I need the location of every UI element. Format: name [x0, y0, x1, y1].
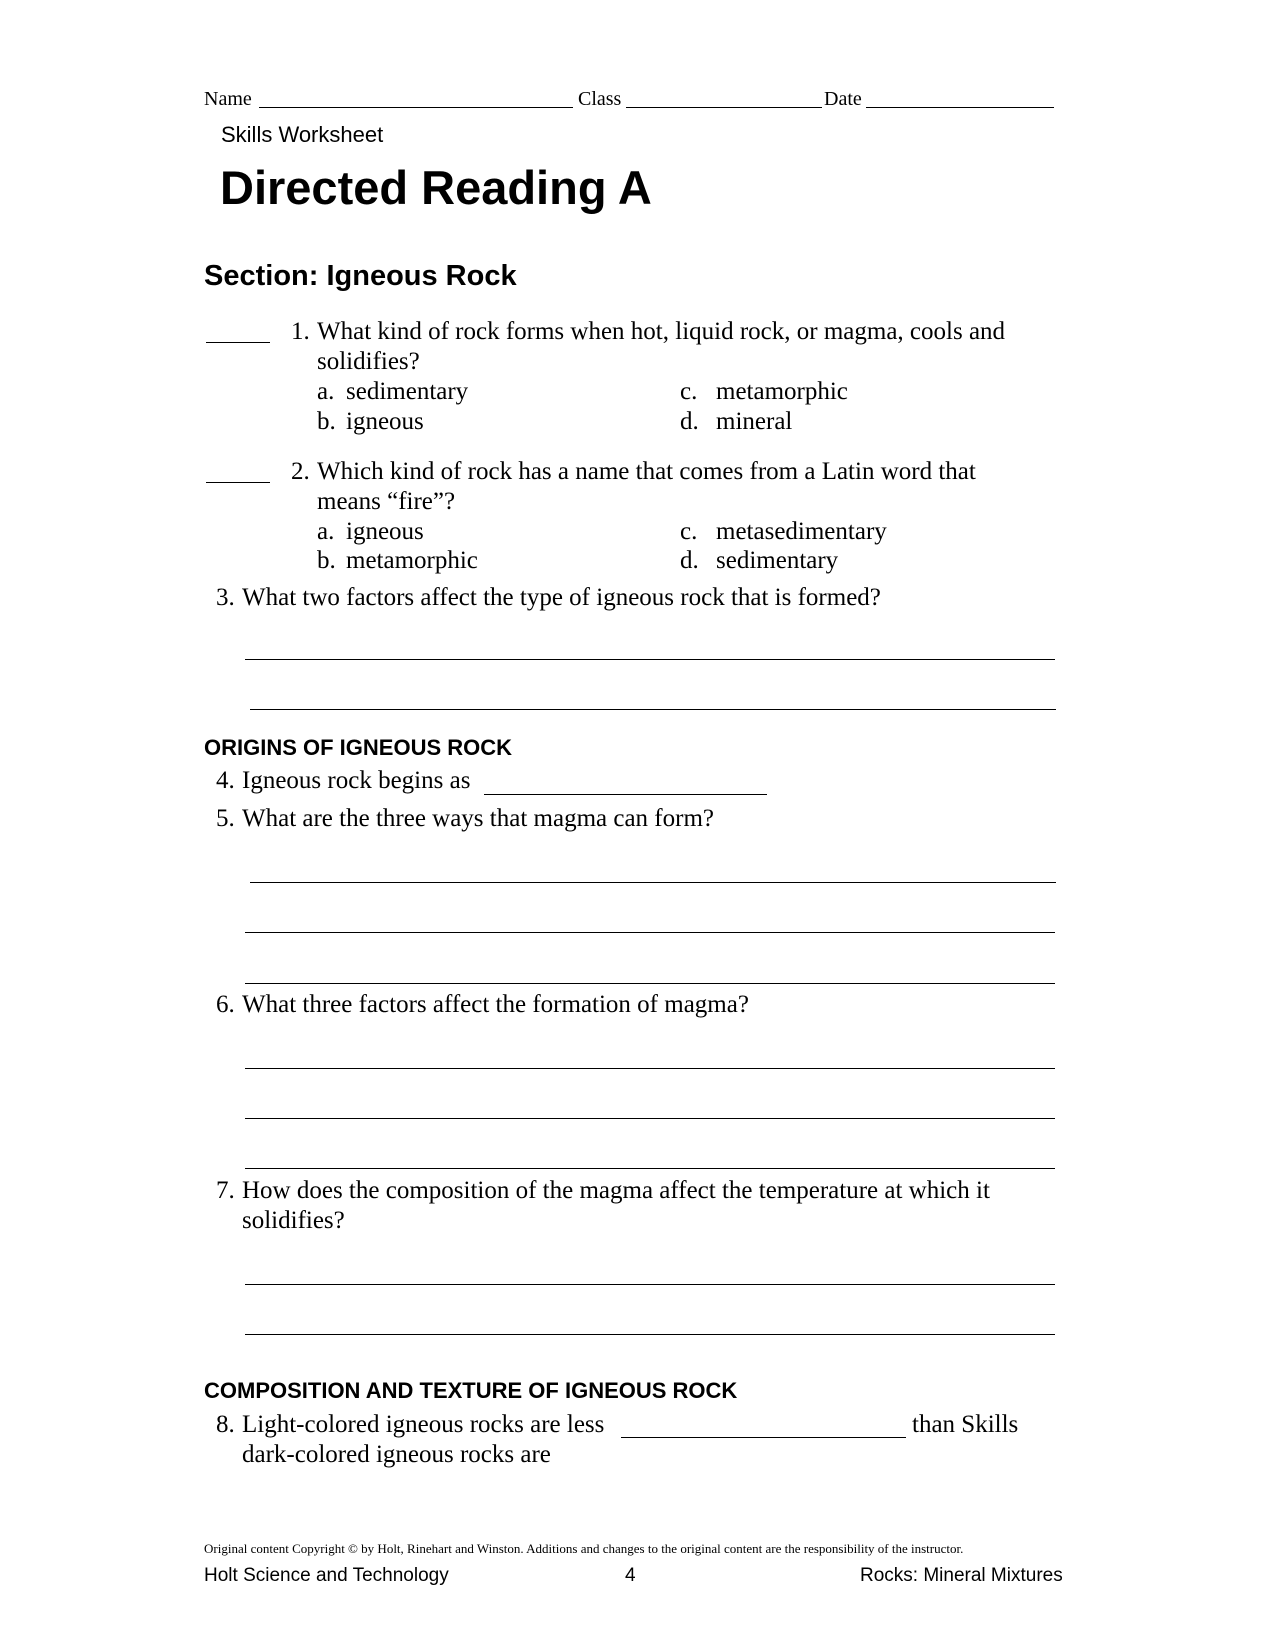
q5-number: 5.: [216, 805, 235, 832]
q2-text-line1: Which kind of rock has a name that comes from a Latin word that: [317, 458, 976, 485]
q2-option-d: sedimentary: [716, 547, 839, 574]
q3-number: 3.: [216, 584, 235, 611]
date-label: Date: [824, 88, 862, 110]
q7-number: 7.: [216, 1177, 235, 1204]
q7-answer-line-1[interactable]: [245, 1284, 1055, 1285]
q1-number: 1.: [291, 318, 310, 345]
q8-answer-blank[interactable]: [621, 1437, 906, 1438]
q1-option-a: sedimentary: [346, 378, 469, 405]
q3-answer-line-1[interactable]: [245, 659, 1055, 660]
q6-answer-line-3[interactable]: [245, 1168, 1055, 1169]
q2-option-b: metamorphic: [346, 547, 478, 574]
q4-number: 4.: [216, 767, 235, 794]
q1-option-d: mineral: [716, 408, 793, 435]
q2-option-d-letter: d.: [680, 547, 699, 574]
worksheet-kicker: Skills Worksheet: [221, 122, 384, 147]
q2-option-c: metasedimentary: [716, 518, 887, 545]
name-label: Name: [204, 88, 252, 110]
q4-text: Igneous rock begins as: [242, 767, 471, 794]
q1-text-line2: solidifies?: [317, 348, 420, 375]
q1-option-b-letter: b.: [317, 408, 336, 435]
q7-text-line2: solidifies?: [242, 1207, 345, 1234]
q2-option-a: igneous: [346, 518, 424, 545]
q5-answer-line-3[interactable]: [245, 983, 1055, 984]
subhead-origins: ORIGINS OF IGNEOUS ROCK: [204, 735, 513, 760]
q2-option-a-letter: a.: [317, 518, 335, 545]
q1-option-c-letter: c.: [680, 378, 698, 405]
q1-option-a-letter: a.: [317, 378, 335, 405]
q3-answer-line-2[interactable]: [250, 709, 1056, 710]
q4-answer-blank[interactable]: [484, 794, 767, 795]
q5-answer-line-1[interactable]: [250, 882, 1056, 883]
q8-text-after: than Skills: [912, 1411, 1019, 1438]
q8-text-line2: dark-colored igneous rocks are: [242, 1441, 551, 1468]
q7-answer-line-2[interactable]: [245, 1334, 1055, 1335]
q7-text-line1: How does the composition of the magma affect the temperature at which it: [242, 1177, 990, 1204]
q1-text-line1: What kind of rock forms when hot, liquid rock, or magma, cools and: [317, 318, 1006, 345]
q2-option-b-letter: b.: [317, 547, 336, 574]
date-field[interactable]: [866, 107, 1054, 108]
q6-text: What three factors affect the formation of magma?: [242, 991, 749, 1018]
q3-text: What two factors affect the type of igneous rock that is formed?: [242, 584, 881, 611]
q8-text-before: Light-colored igneous rocks are less: [242, 1411, 605, 1438]
q2-option-c-letter: c.: [680, 518, 698, 545]
page-number: 4: [625, 1565, 636, 1586]
q5-text: What are the three ways that magma can form?: [242, 805, 714, 832]
q1-option-c: metamorphic: [716, 378, 848, 405]
class-field[interactable]: [626, 107, 822, 108]
answer-blank-2[interactable]: [206, 482, 270, 483]
page-title: Directed Reading A: [220, 161, 652, 214]
q2-text-line2: means “fire”?: [317, 488, 456, 515]
copyright-notice: Original content Copyright © by Holt, Rinehart and Winston. Additions and changes to the original content are the responsibility of the instructor.: [204, 1541, 964, 1556]
q6-number: 6.: [216, 991, 235, 1018]
q2-number: 2.: [291, 458, 310, 485]
q5-answer-line-2[interactable]: [245, 932, 1055, 933]
section-title: Section: Igneous Rock: [204, 260, 517, 292]
q1-option-d-letter: d.: [680, 408, 699, 435]
q6-answer-line-1[interactable]: [245, 1068, 1055, 1069]
answer-blank-1[interactable]: [206, 342, 270, 343]
subhead-composition: COMPOSITION AND TEXTURE OF IGNEOUS ROCK: [204, 1378, 738, 1403]
q8-number: 8.: [216, 1411, 235, 1438]
class-label: Class: [578, 88, 622, 110]
footer-left: Holt Science and Technology: [204, 1565, 449, 1586]
q1-option-b: igneous: [346, 408, 424, 435]
name-field[interactable]: [259, 107, 573, 108]
footer-right: Rocks: Mineral Mixtures: [860, 1565, 1063, 1586]
q6-answer-line-2[interactable]: [245, 1118, 1055, 1119]
